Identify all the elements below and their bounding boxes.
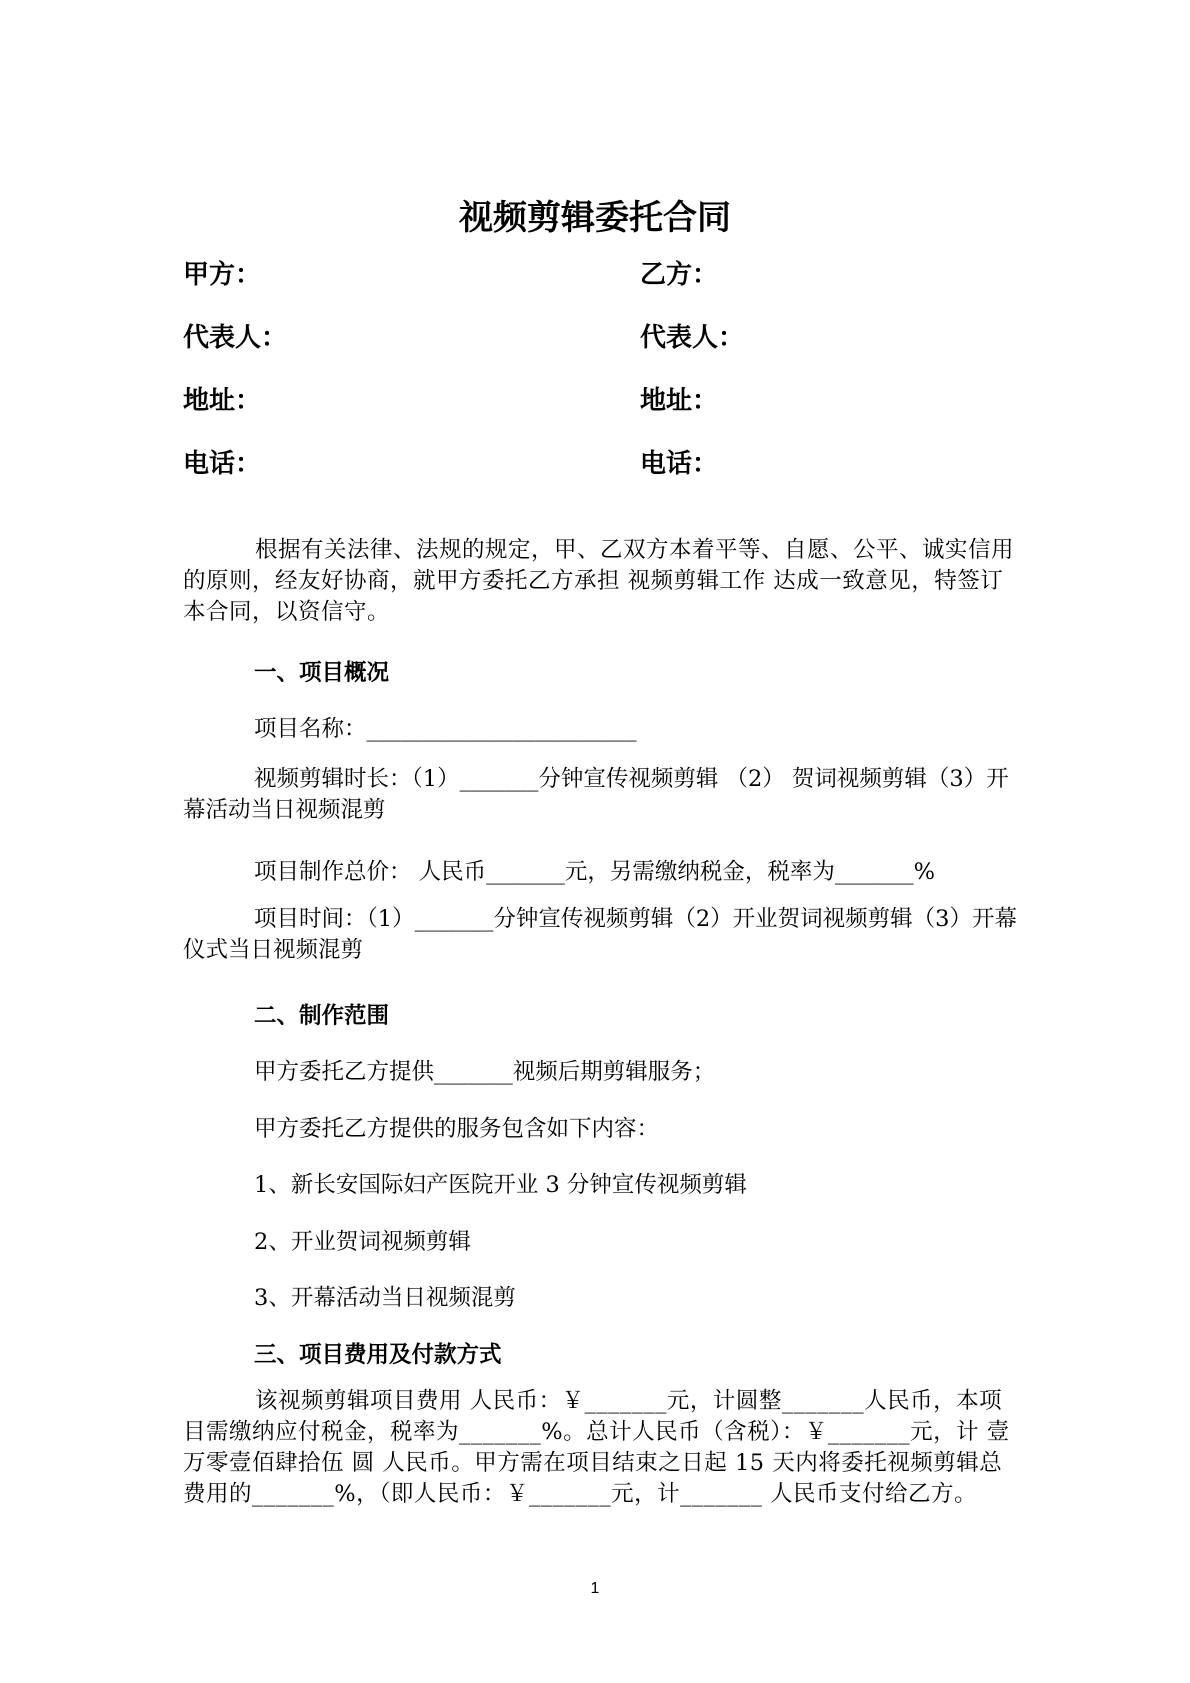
party-b-label: 乙方： (640, 260, 719, 290)
scope-item-2: 2、开业贺词视频剪辑 (254, 1229, 471, 1255)
section-1-heading: 一、项目概况 (254, 660, 390, 686)
fee-paragraph: 该视频剪辑项目费用 人民币：￥_______元，计圆整_______人民币，本项目需缴纳应付税金，税率为_______%。总计人民币（含税）：￥_______元，计 壹万零壹佰肆拾伍 圆 人民币。甲方需在项目结束之日起 15 天内将委托视频剪辑总费用的_______%，（即人民币：￥_______元，计_______ 人民币支付给乙方。 (183, 1388, 1010, 1507)
section-3-heading: 三、项目费用及付款方式 (254, 1342, 502, 1368)
scope-line-2: 甲方委托乙方提供的服务包含如下内容： (254, 1116, 660, 1142)
total-price-line: 项目制作总价： 人民币_______元，另需缴纳税金，税率为_______% (254, 859, 936, 885)
party-b-representative: 代表人： (640, 323, 745, 353)
duration-line: 视频剪辑时长：（1）_______分钟宣传视频剪辑 （2） 贺词视频剪辑（3）开幕活动当日视频混剪 (183, 766, 1009, 823)
page-number: 1 (590, 1580, 600, 1597)
project-name-line: 项目名称：________________________ (254, 716, 637, 742)
scope-line-1: 甲方委托乙方提供_______视频后期剪辑服务； (254, 1059, 716, 1085)
party-a-label: 甲方： (183, 260, 262, 290)
party-b-phone: 电话： (640, 449, 719, 479)
party-a-phone: 电话： (183, 449, 262, 479)
scope-item-1: 1、新长安国际妇产医院开业 3 分钟宣传视频剪辑 (254, 1172, 747, 1198)
project-time-line: 项目时间：（1）_______分钟宣传视频剪辑（2）开业贺词视频剪辑（3）开幕仪式当日视频混剪 (183, 906, 1017, 963)
section-2-heading: 二、制作范围 (254, 1003, 390, 1029)
party-a-address: 地址： (183, 386, 262, 416)
contract-title: 视频剪辑委托合同 (459, 198, 731, 238)
party-b-address: 地址： (640, 386, 719, 416)
scope-item-3: 3、开幕活动当日视频混剪 (254, 1285, 516, 1311)
party-a-representative: 代表人： (183, 323, 288, 353)
intro-paragraph: 根据有关法律、法规的规定，甲、乙双方本着平等、自愿、公平、诚实信用的原则，经友好协商，就甲方委托乙方承担 视频剪辑工作 达成一致意见，特签订本合同，以资信守。 (183, 537, 1015, 625)
